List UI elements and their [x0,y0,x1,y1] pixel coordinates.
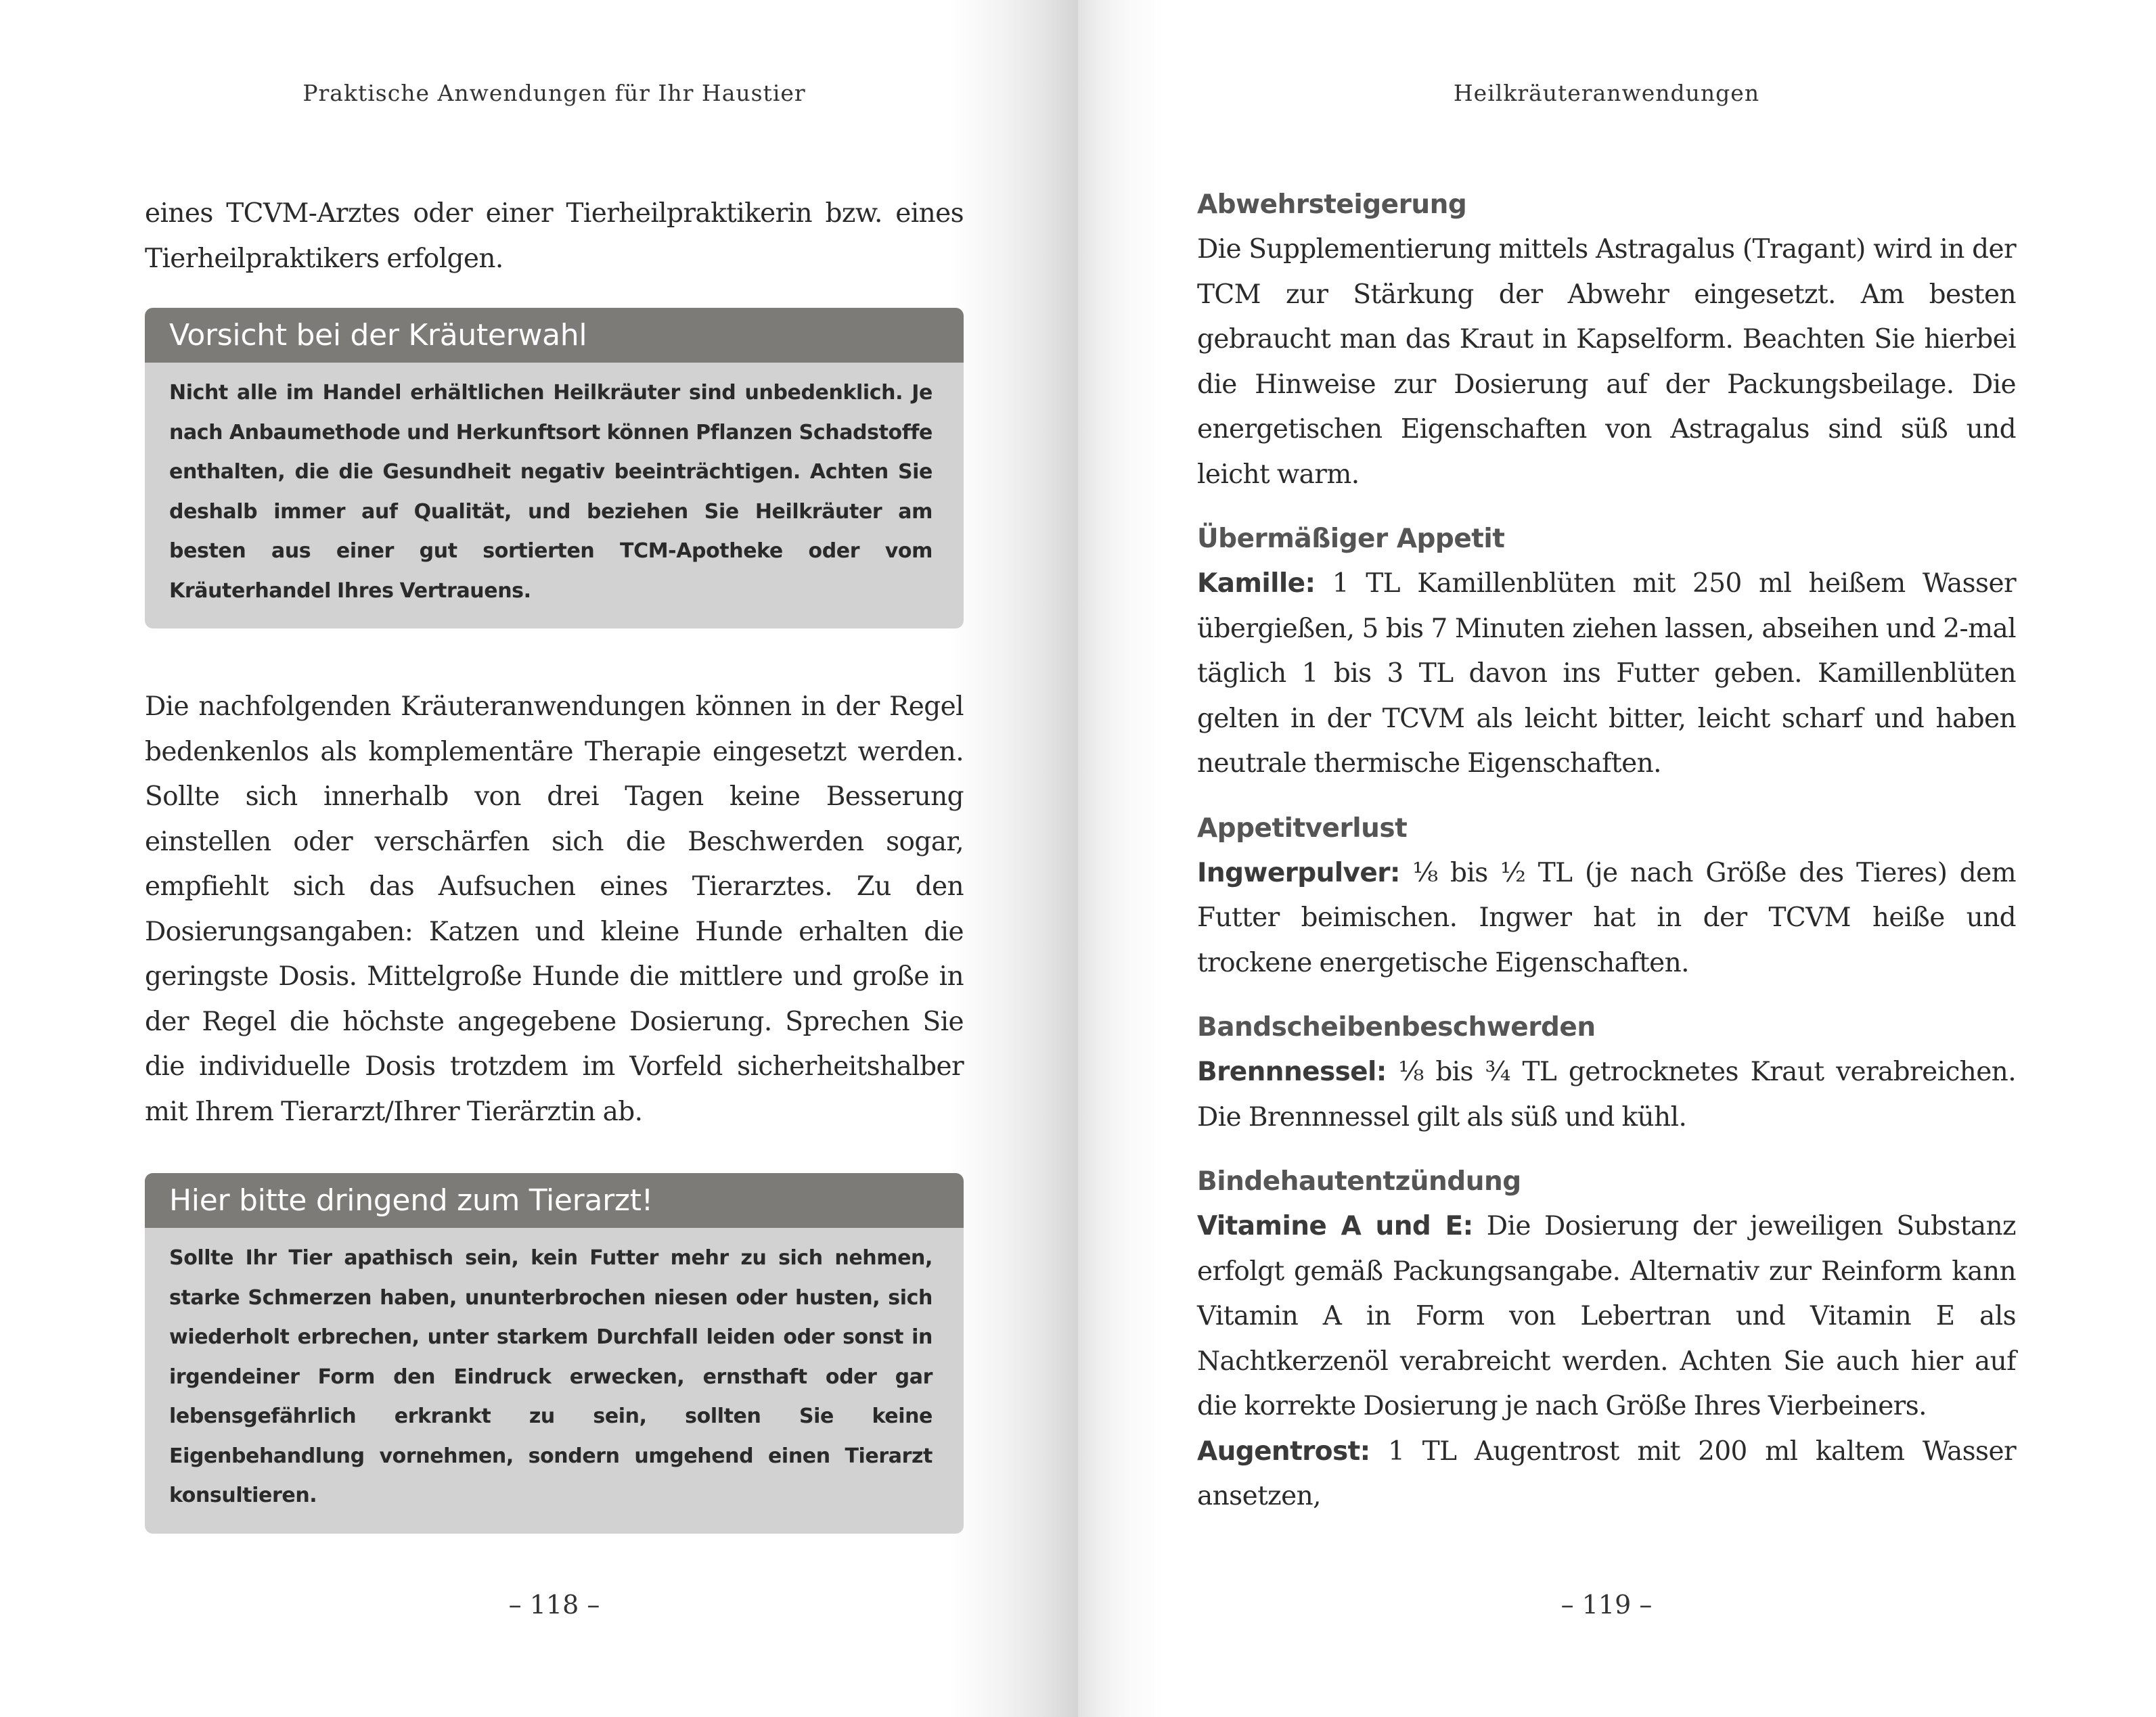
paragraph-appetitverlust [1197,851,2016,986]
caution-box-body [145,363,964,628]
paragraph-vitamine [1197,1204,2016,1429]
lead-brennnessel: Brennnessel: [1197,1057,1387,1087]
heading-bindehautentzuendung: Bindehautentzündung [1197,1166,1521,1197]
lead-augentrost: Augentrost: [1197,1436,1370,1467]
vet-box-title: Hier bitte dringend zum Tierarzt! [145,1173,964,1228]
vet-box-text: Sollte Ihr Tier apathisch sein, kein Futter mehr zu sich nehmen, starke Schmerzen haben, ununterbrochen niesen oder husten, sich wiederholt erbrechen, unter starkem Durchfall leiden oder sonst in irgendeiner Form den Eindruck erwecken, ernsthaft oder gar lebensgefährlich erkrankt zu sein, sollten Sie keine Eigenbehandlung vornehmen, sondern umgehend einen Tierarzt konsultieren. [169,1246,933,1507]
caution-box [145,308,964,628]
caution-box-text: Nicht alle im Handel erhältlichen Heilkräuter sind unbedenklich. Je nach Anbaumethode und Herkunftsort können Pflanzen Schadstoffe enthalten, die die Gesundheit negativ beeinträchtigen. Achten Sie deshalb immer auf Qualität, und beziehen Sie Heilkräuter am besten aus einer gut sortierten TCM-Apotheke oder vom Kräuterhandel Ihres Vertrauens. [169,381,933,603]
right-page [1078,0,2156,1717]
text-augentrost: 1 TL Augentrost mit 200 ml kaltem Wasser ansetzen, [1197,1436,2016,1511]
page-number-left: – 118 – [508,1590,600,1620]
heading-bandscheibenbeschwerden: Bandscheibenbeschwerden [1197,1012,1596,1043]
vet-box-body [145,1228,964,1534]
lead-kamille: Kamille: [1197,568,1316,599]
lead-ingwerpulver: Ingwerpulver: [1197,857,1400,888]
paragraph-bandscheibenbeschwerden [1197,1050,2016,1140]
text-ingwerpulver: ⅛ bis ½ TL (je nach Größe des Tieres) dem Futter beimischen. Ingwer hat in der TCVM heiße und trockene energetische Eigenschaften. [1197,857,2016,978]
text-vitamine: Die Dosierung der jeweiligen Substanz erfolgt gemäß Packungsangabe. Alternativ zur Reinform kann Vitamin A in Form von Lebertran und Vitamin E als Nachtkerzenöl verabreicht werden. Achten Sie auch hier auf die korrekte Dosierung je nach Größe Ihres Vierbeiners. [1197,1211,2016,1421]
paragraph-uebermaessiger-appetit [1197,562,2016,787]
paragraph-augentrost [1197,1429,2016,1519]
right-text-column [1197,183,2016,1519]
running-head-right: Heilkräuteranwendungen [1453,80,1760,106]
lead-vitamine: Vitamine A und E: [1197,1211,1473,1241]
heading-abwehrsteigerung: Abwehrsteigerung [1197,189,1467,220]
heading-uebermaessiger-appetit: Übermäßiger Appetit [1197,524,1505,554]
page-number-right: – 119 – [1560,1590,1653,1620]
heading-appetitverlust: Appetitverlust [1197,812,1408,844]
vet-box [145,1173,964,1534]
running-head-left: Praktische Anwendungen für Ihr Haustier [302,80,806,106]
main-paragraph: Die nachfolgenden Kräuteranwendungen können in der Regel bedenkenlos als komplementäre Therapie eingesetzt werden. Sollte sich innerhalb von drei Tagen keine Besserung einstellen oder verschärfen sich die Beschwerden sogar, empfiehlt sich das Aufsuchen eines Tierarztes. Zu den Dosierungsangaben: Katzen und kleine Hunde erhalten die geringste Dosis. Mittelgroße Hunde die mittlere und große in der Regel die höchste angegebene Dosierung. Sprechen Sie die individuelle Dosis trotzdem im Vorfeld sicherheitshalber mit Ihrem Tierarzt/Ihrer Tierärztin ab. [145,691,964,1127]
paragraph-abwehrsteigerung: Die Supplementierung mittels Astragalus (Tragant) wird in der TCM zur Stärkung der Abwehr eingesetzt. Am besten gebraucht man das Kraut in Kapselform. Beachten Sie hierbei die Hinweise zur Dosierung auf der Packungsbeilage. Die energetischen Eigenschaften von Astragalus sind süß und leicht warm. [1197,234,2016,490]
text-kamille: 1 TL Kamillenblüten mit 250 ml heißem Wasser übergießen, 5 bis 7 Minuten ziehen lassen, abseihen und 2-mal täglich 1 bis 3 TL davon ins Futter geben. Kamillenblüten gelten in der TCVM als leicht bitter, leicht scharf und haben neutrale thermische Eigenschaften. [1197,568,2016,779]
left-text-column [145,191,964,1534]
caution-box-title: Vorsicht bei der Kräuterwahl [145,308,964,363]
intro-paragraph: eines TCVM-Arztes oder einer Tierheilpraktikerin bzw. eines Tierheilpraktikers erfolgen. [145,198,964,274]
text-brennnessel: ⅛ bis ¾ TL getrocknetes Kraut verabreichen. Die Brennnessel gilt als süß und kühl. [1197,1057,2016,1132]
